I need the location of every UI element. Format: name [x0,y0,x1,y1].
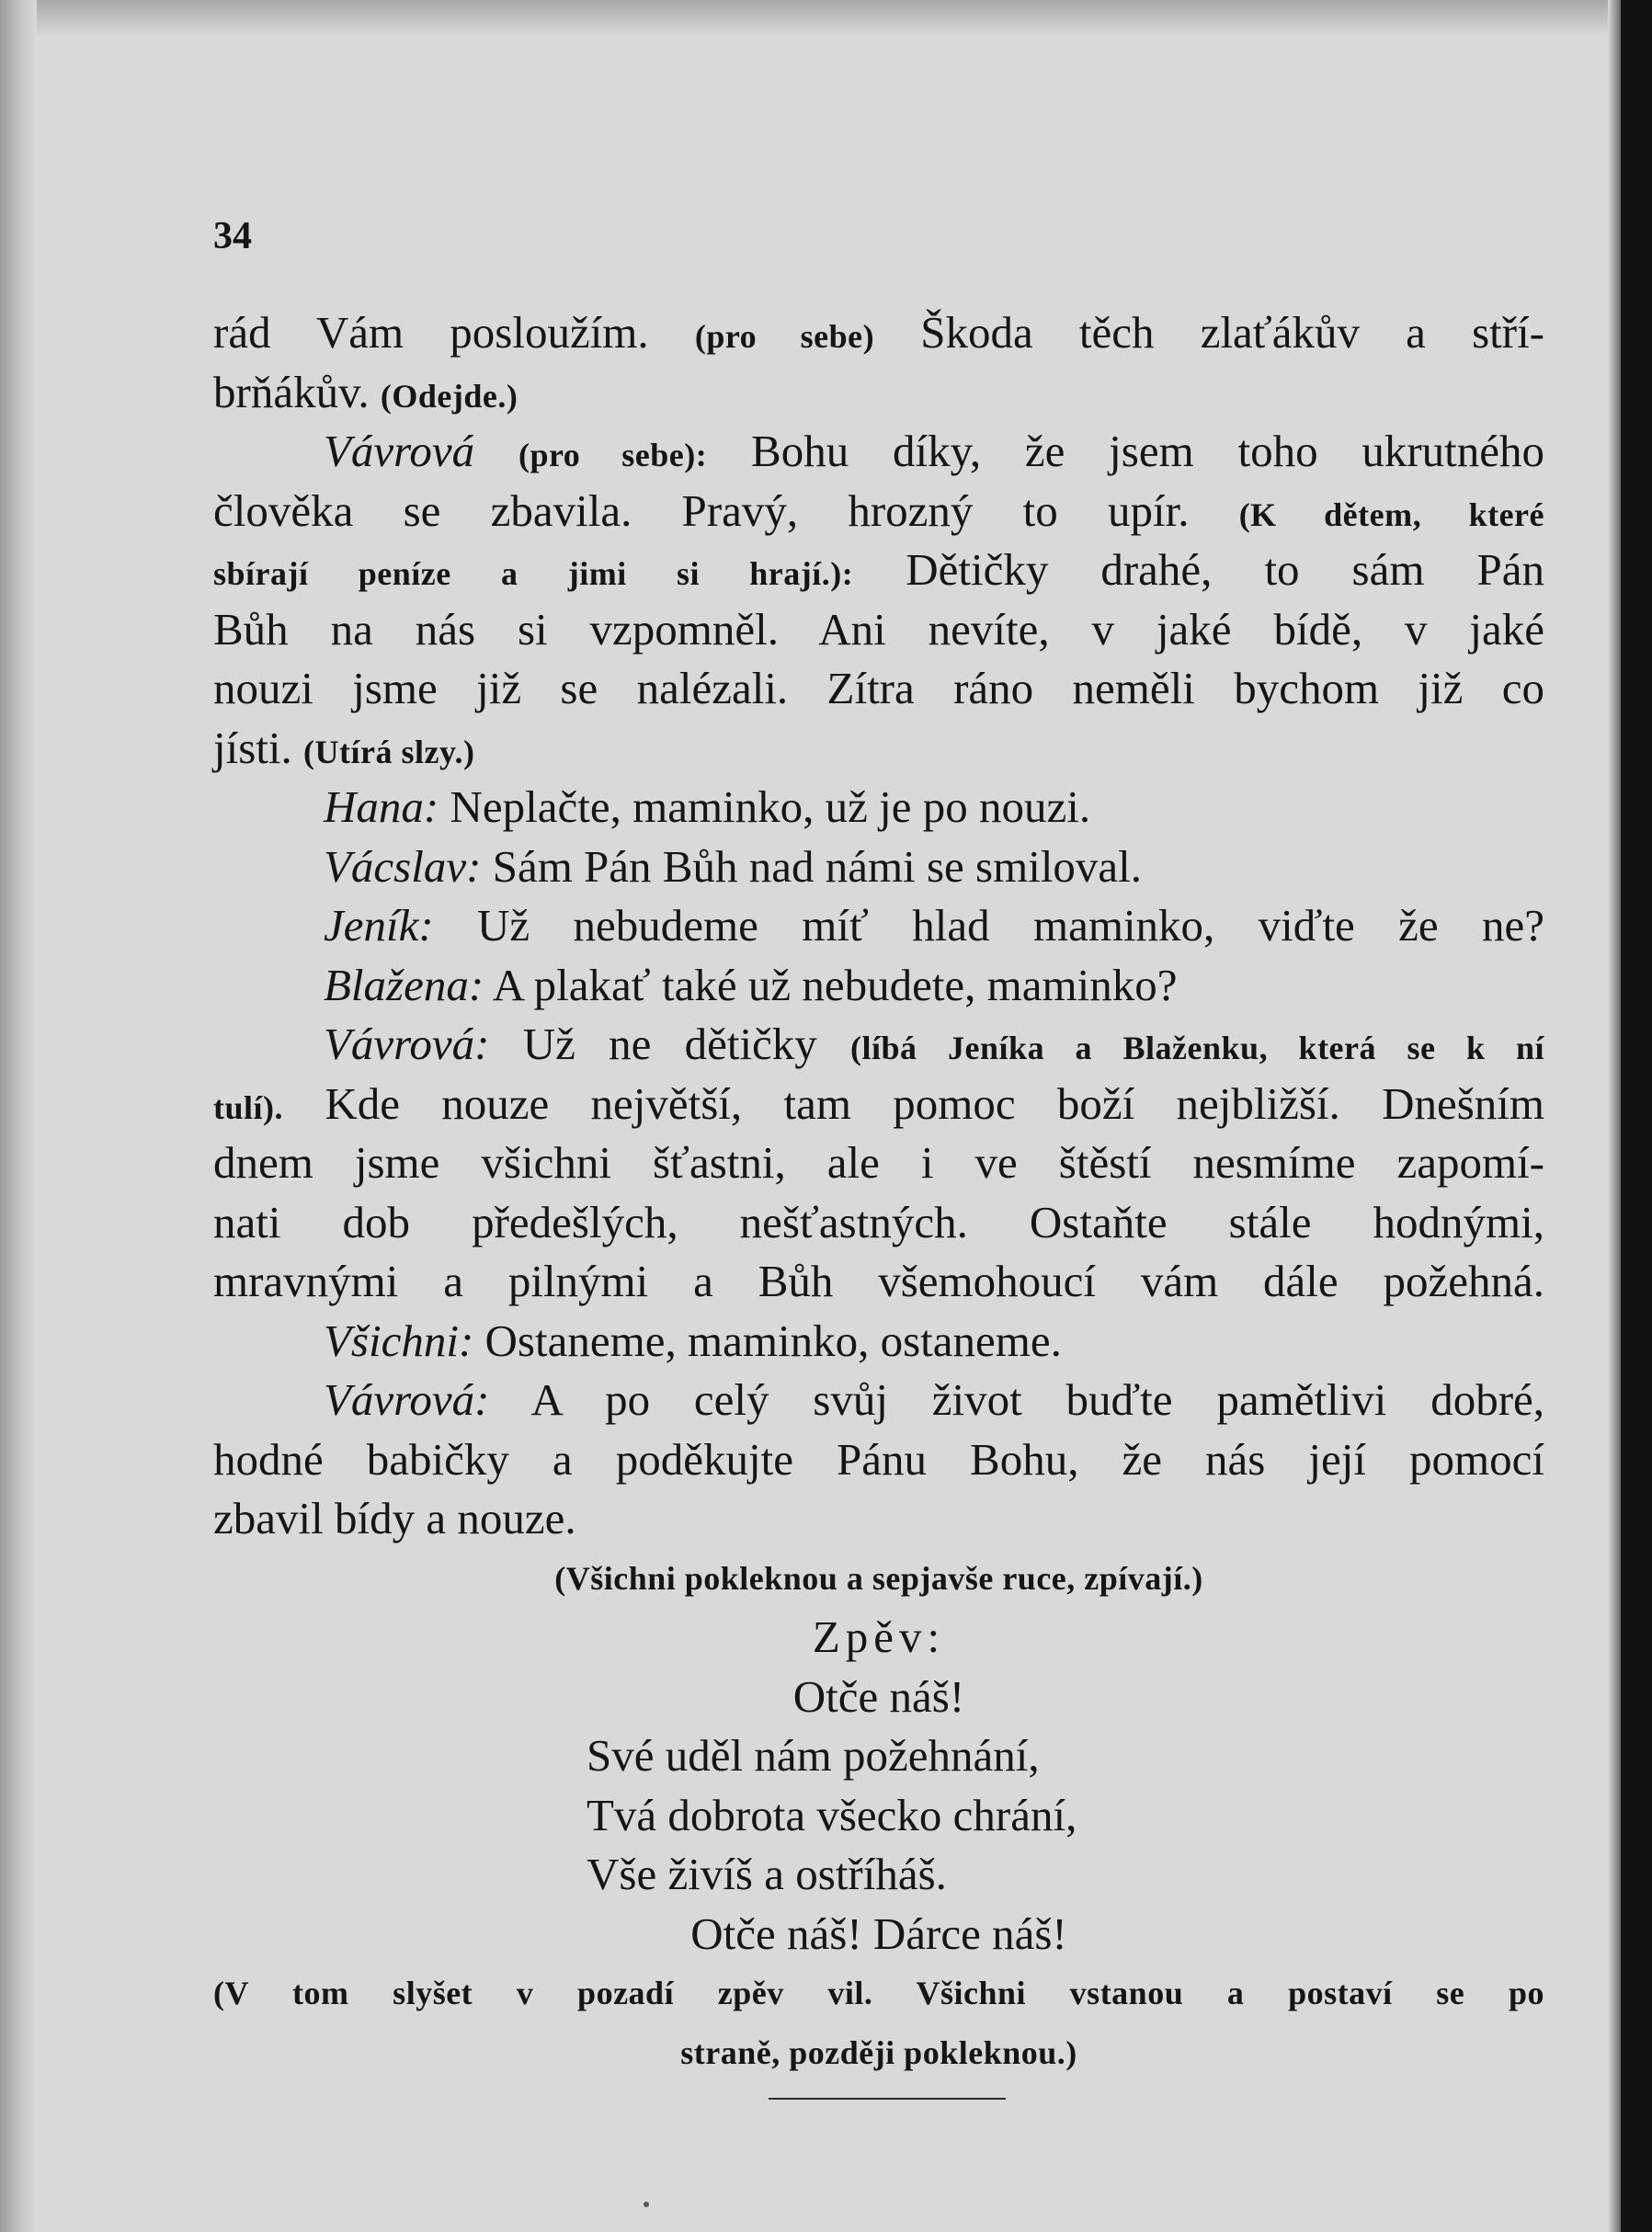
page-text [213,303,1544,2082]
text-span: jísti. [213,722,292,773]
stage-direction-line: (V tom slyšet v pozadí zpěv vil. Všichni vstanou a postaví se po [213,1975,1544,2011]
speaker-name: Vávrová [324,426,475,476]
stage-direction-line: straně, později pokleknou.) [680,2033,1077,2071]
text-line [213,778,1544,837]
text-span: rád Vám posloužím. [213,307,649,358]
text-line [213,363,1544,423]
scan-edge-right [1621,0,1652,2232]
page-number: 34 [213,215,252,257]
stage-direction: (K dětem, které [1238,495,1544,533]
speaker-name: Vávrová: [324,1374,490,1425]
text-line [213,541,1544,600]
text-line [213,422,1544,482]
speaker-name: Všichni: [324,1315,474,1366]
text-span: Ostaneme, maminko, ostaneme. [484,1315,1062,1366]
speaker-name: Vácslav: [324,840,482,892]
text-line [213,719,1544,779]
stage-direction: (pro sebe): [518,437,708,473]
stage-direction: sbírají peníze a jimi si hrají.): [213,555,854,592]
stage-direction: (líbá Jeníka a Blaženku, která se k ní [850,1030,1544,1066]
text-line: dnem jsme všichni šťastni, ale i ve štěstí nesmíme zapomí- [213,1137,1544,1188]
speaker-name: Blažena: [324,959,484,1010]
text-line [213,482,1544,541]
stage-direction: (Odejde.) [380,377,518,415]
text-line: nati dob předešlých, nešťastných. Ostaňte stále hodnými, [213,1196,1544,1247]
text-line [213,1015,1544,1075]
text-span: Už nebudeme míť hlad maminko, viďte že ne? [477,900,1544,951]
text-span: A po celý svůj život buďte pamětlivi dobré, [530,1374,1544,1425]
text-line [213,1371,1544,1430]
text-span: Neplačte, maminko, už je po nouzi. [450,781,1091,832]
text-line: mravnými a pilnými a Bůh všemohoucí vám dále požehná. [213,1256,1544,1306]
text-span: Bohu díky, že jsem toho ukrutného [751,426,1544,476]
stage-direction: (Utírá slzy.) [303,733,475,770]
stage-direction: tulí). [213,1088,284,1126]
text-line [213,837,1544,897]
text-span: člověka se zbavila. Pravý, hrozný to upír. [213,484,1190,536]
text-span: Dětičky drahé, to sám Pán [906,544,1544,595]
text-line: hodné babičky a poděkujte Pánu Bohu, že nás její pomocí [213,1433,1544,1485]
scan-speck [644,2202,649,2207]
speaker-name: Jeník: [324,900,434,951]
song-line: Vše živíš a ostříháš. [587,1849,947,1899]
text-line [213,1312,1544,1372]
song-line: Otče náš! Dárce náš! [690,1907,1067,1959]
text-span: brňákův. [213,366,370,417]
text-span: A plakať také už nebudete, maminko? [492,959,1178,1010]
closing-rule [769,2098,1006,2100]
text-line [213,1075,1544,1134]
scan-edge-shadow [1608,0,1621,2232]
text-span: Sám Pán Bůh nad námi se smiloval. [492,840,1143,892]
song-line: Tvá dobrota všecko chrání, [587,1789,1077,1840]
text-span: Škoda těch zlaťákův a stří- [920,307,1544,358]
text-span: Už ne dětičky [522,1019,817,1069]
speaker-name: Hana: [324,781,439,832]
text-line: Bůh na nás si vzpomněl. Ani nevíte, v jaké bídě, v jaké [213,603,1544,655]
scan-edge-top [0,0,1652,37]
text-span: Kde nouze největší, tam pomoc boží nejbližší. Dnešním [325,1077,1544,1129]
song-line: Své uděl nám požehnání, [587,1730,1040,1781]
text-line: nouzi jsme již se nalézali. Zítra ráno neměli bychom již co [213,663,1544,713]
text-line [213,956,1544,1016]
stage-direction: (pro sebe) [694,318,875,355]
speaker-name: Vávrová: [324,1019,490,1069]
text-line: zbavil bídy a nouze. [213,1493,576,1543]
stage-direction-line: (Všichni pokleknou a sepjavše ruce, zpívají.) [554,1559,1203,1597]
text-line [213,303,1544,363]
song-line: Otče náš! [792,1670,965,1722]
song-heading: Zpěv: [812,1611,946,1662]
text-line [213,896,1544,956]
scan-edge-left [0,0,37,2232]
